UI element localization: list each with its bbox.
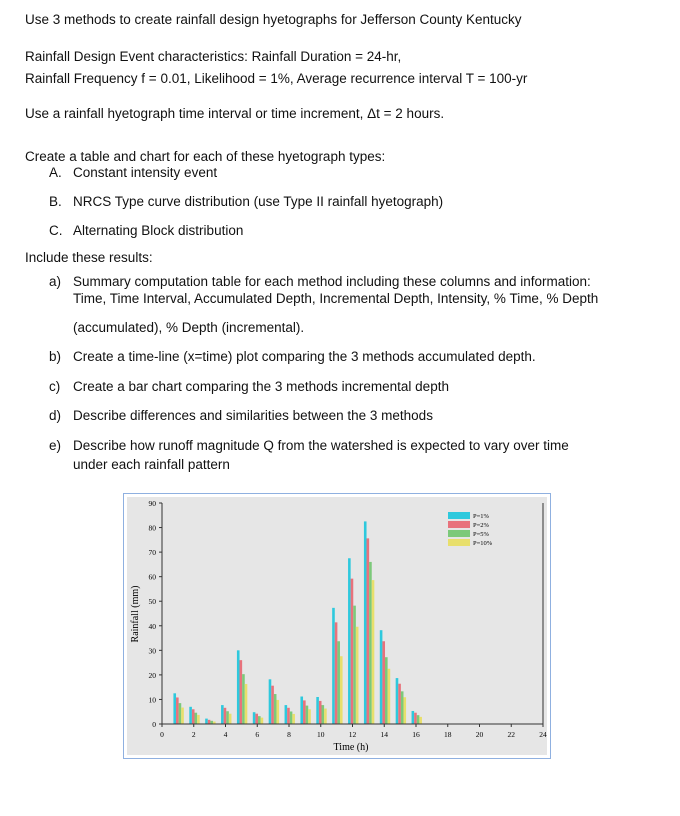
bar-P2-7 [271,686,274,724]
time-interval-text: Use a rainfall hyetograph time interval or time increment, Δt = 2 hours. [25,106,445,121]
bar-P1-7 [269,679,272,724]
bar-P2-4 [224,708,227,724]
y-tick-label: 50 [148,597,156,607]
y-tick-label: 0 [152,720,156,729]
bar-P10-10 [324,709,327,724]
bar-P10-8 [292,714,295,724]
bar-P2-6 [255,714,258,724]
legend-label: P=2% [473,522,489,529]
bar-P2-15 [398,684,401,724]
bar-P10-11 [340,656,343,724]
bar-P2-1 [176,697,179,724]
bar-P1-2 [189,707,192,724]
y-tick-label: 20 [148,670,156,680]
y-tick-label: 60 [148,572,156,582]
result-d-marker: d) [49,408,62,423]
bar-P10-16 [419,717,422,724]
bar-P10-1 [181,708,184,724]
legend-label: P=5% [473,531,489,538]
bar-P5-5 [242,674,245,724]
bar-P2-14 [382,641,385,724]
y-tick-label: 80 [148,523,156,533]
bar-P1-16 [412,711,415,724]
type-c-marker: C. [49,223,63,238]
bar-P5-11 [337,641,340,724]
legend-label: P=10% [473,540,493,547]
bar-P5-2 [195,713,198,724]
event-characteristics-line2: Rainfall Frequency f = 0.01, Likelihood = 1%, Average recurrence interval T = 100-yr [25,71,528,86]
x-tick-label: 0 [160,730,164,739]
x-tick-label: 8 [287,730,291,739]
bar-P1-14 [380,630,383,724]
y-tick-label: 10 [148,695,156,705]
bar-P2-11 [335,622,338,724]
bar-P1-1 [173,693,176,724]
bar-P2-10 [319,701,322,724]
bar-P1-4 [221,705,224,724]
x-tick-label: 18 [444,730,452,739]
bar-P10-15 [403,697,406,724]
bar-P5-8 [290,711,293,724]
result-a-line2: Time, Time Interval, Accumulated Depth, Incremental Depth, Intensity, % Time, % Depth [73,291,599,306]
x-axis-label: Time (h) [333,742,369,753]
y-tick-label: 30 [148,646,156,656]
bar-P2-2 [192,709,195,724]
bar-P1-13 [364,521,367,724]
bar-P10-2 [197,715,200,724]
x-tick-label: 2 [191,730,196,739]
x-tick-label: 10 [317,730,325,739]
x-tick-label: 22 [507,730,515,739]
result-d-line1: Describe differences and similarities between the 3 methods [73,408,433,423]
bar-P2-5 [240,660,243,724]
intro-text: Use 3 methods to create rainfall design hyetographs for Jefferson County Kentucky [25,12,522,27]
bar-P10-14 [388,669,391,724]
bar-P5-13 [369,562,372,724]
result-b-line1: Create a time-line (x=time) plot comparing the 3 methods accumulated depth. [73,349,536,364]
bar-P5-7 [274,694,277,724]
result-e-line2: under each rainfall pattern [73,457,230,472]
bar-P10-13 [372,580,375,724]
x-tick-label: 12 [348,730,357,739]
x-tick-label: 4 [223,730,228,739]
bar-P1-11 [332,608,335,724]
bar-P10-12 [356,627,359,724]
y-tick-label: 70 [148,548,156,558]
legend-label: P=1% [473,513,489,520]
bar-P5-15 [401,691,404,724]
rainfall-bar-chart [123,493,551,759]
bar-P1-10 [316,697,319,724]
result-b-marker: b) [49,349,62,364]
bar-P5-4 [226,711,229,724]
result-e-marker: e) [49,438,62,453]
result-e-line1: Describe how runoff magnitude Q from the watershed is expected to vary over time [73,438,569,453]
legend-swatch [448,521,470,528]
bar-P1-12 [348,558,351,724]
bar-P10-6 [261,718,264,724]
type-a-marker: A. [49,165,62,180]
result-c-line1: Create a bar chart comparing the 3 methods incremental depth [73,379,449,394]
bar-P5-16 [417,715,420,724]
create-instruction: Create a table and chart for each of these hyetograph types: [25,149,386,164]
bar-P5-9 [306,706,309,724]
bar-P1-5 [237,650,240,724]
bar-P5-14 [385,657,388,724]
legend-swatch [448,539,470,546]
bar-P10-4 [229,714,232,724]
include-heading: Include these results: [25,250,153,265]
y-tick-label: 40 [148,621,156,631]
bar-P2-8 [287,708,290,724]
bar-P1-9 [300,696,303,724]
bar-P1-8 [285,705,288,724]
bar-P10-5 [245,684,248,724]
bar-P2-3 [208,720,211,724]
y-tick-label: 90 [148,499,156,508]
bar-P5-10 [322,705,325,724]
legend-swatch [448,512,470,519]
bar-P2-9 [303,700,306,724]
legend-swatch [448,530,470,537]
bar-P2-16 [414,713,417,724]
chart-svg [124,494,550,758]
bar-P5-1 [179,703,182,724]
x-tick-label: 14 [380,730,388,739]
bar-P1-15 [396,678,399,724]
type-c-text: Alternating Block distribution [73,223,244,238]
x-tick-label: 24 [539,730,547,739]
bar-P2-12 [351,579,354,724]
result-c-marker: c) [49,379,61,394]
x-tick-label: 6 [255,730,260,739]
result-a-line3: (accumulated), % Depth (incremental). [73,320,305,335]
bar-P10-7 [276,700,279,724]
result-a-marker: a) [49,274,62,289]
bar-P10-9 [308,709,311,724]
x-tick-label: 20 [475,730,484,739]
bar-P5-12 [353,606,356,724]
y-axis-label: Rainfall (mm) [130,585,141,643]
type-b-marker: B. [49,194,62,209]
result-a-line1: Summary computation table for each method including these columns and information: [73,274,591,289]
bar-P1-6 [253,712,256,724]
type-a-text: Constant intensity event [73,165,218,180]
bar-P1-3 [205,719,208,724]
bar-P2-13 [367,538,370,724]
type-b-text: NRCS Type curve distribution (use Type II rainfall hyetograph) [73,194,444,209]
bar-P5-6 [258,716,261,724]
x-tick-label: 16 [412,730,420,739]
event-characteristics-line1: Rainfall Design Event characteristics: Rainfall Duration = 24-hr, [25,49,402,64]
